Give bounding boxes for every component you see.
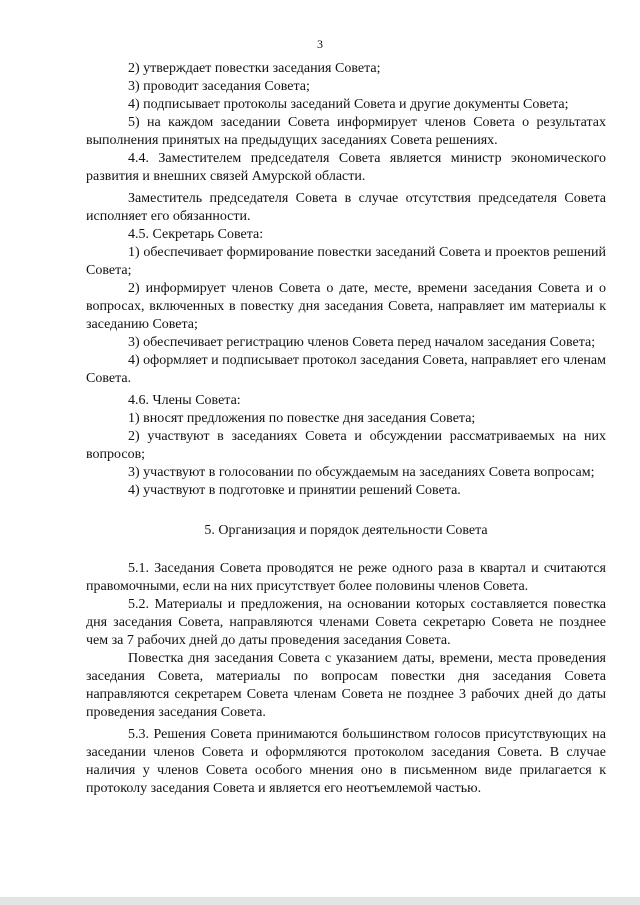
paragraph: 3) обеспечивает регистрацию членов Совета перед началом заседания Совета;	[128, 335, 596, 350]
section-heading-text: 5. Организация и порядок деятельности Совета	[204, 523, 488, 538]
paragraph: 5) на каждом заседании Совета информирует членов Совета о результатах выполнения принятых на предыдущих заседаниях Совета решениях.	[86, 115, 606, 148]
scan-bottom-edge	[0, 897, 640, 905]
paragraph: 4.6. Члены Совета:	[128, 393, 241, 408]
paragraph: 3) проводит заседания Совета;	[128, 79, 310, 94]
paragraph: 2) участвуют в заседаниях Совета и обсуждении рассматриваемых на них вопросов;	[86, 429, 606, 462]
paragraph: 5.3. Решения Совета принимаются большинством голосов присутствующих на заседании членов Совета и оформляются протоколом заседания Совета. В случае наличия у членов Совета особого мнения оно в письменном виде прилагается к протоколу заседания Совета и является его неотъемлемой частью.	[86, 727, 606, 796]
paragraph: 5.2. Материалы и предложения, на основании которых составляется повестка дня заседания Совета, направляются членами Совета секретарю Совета не позднее чем за 7 рабочих дней до даты проведения заседания Совета.	[86, 597, 606, 648]
paragraph: 2) информирует членов Совета о дате, месте, времени заседания Совета и о вопросах, включенных в повестку дня заседания Совета, направляет им материалы к заседанию Совета;	[86, 281, 606, 332]
page-number: 3	[317, 37, 323, 51]
document-body	[86, 60, 606, 798]
paragraph: 4) оформляет и подписывает протокол заседания Совета, направляет его членам Совета.	[86, 353, 606, 386]
section-heading	[86, 522, 606, 540]
paragraph: 3) участвуют в голосовании по обсуждаемым на заседаниях Совета вопросам;	[128, 465, 595, 480]
paragraph: 4.5. Секретарь Совета:	[128, 227, 264, 242]
paragraph: 5.1. Заседания Совета проводятся не реже одного раза в квартал и считаются правомочными, если на них присутствует более половины членов Совета.	[86, 561, 606, 594]
paragraph: 1) обеспечивает формирование повестки заседаний Совета и проектов решений Совета;	[86, 245, 606, 278]
paragraph: 2) утверждает повестки заседания Совета;	[128, 61, 381, 76]
paragraph: 1) вносят предложения по повестке дня заседания Совета;	[128, 411, 476, 426]
paragraph: 4) подписывает протоколы заседаний Совета и другие документы Совета;	[128, 97, 569, 112]
paragraph: 4.4. Заместителем председателя Совета является министр экономического развития и внешних связей Амурской области.	[86, 151, 606, 184]
paragraph: Повестка дня заседания Совета с указанием даты, времени, места проведения заседания Совета, материалы по вопросам повестки дня заседания Совета направляются секретарем Совета членам Совета не позднее 3 рабочих дней до даты проведения заседания Совета.	[86, 651, 606, 720]
paragraph: 4) участвуют в подготовке и принятии решений Совета.	[128, 483, 461, 498]
paragraph: Заместитель председателя Совета в случае отсутствия председателя Совета исполняет его обязанности.	[86, 191, 606, 224]
